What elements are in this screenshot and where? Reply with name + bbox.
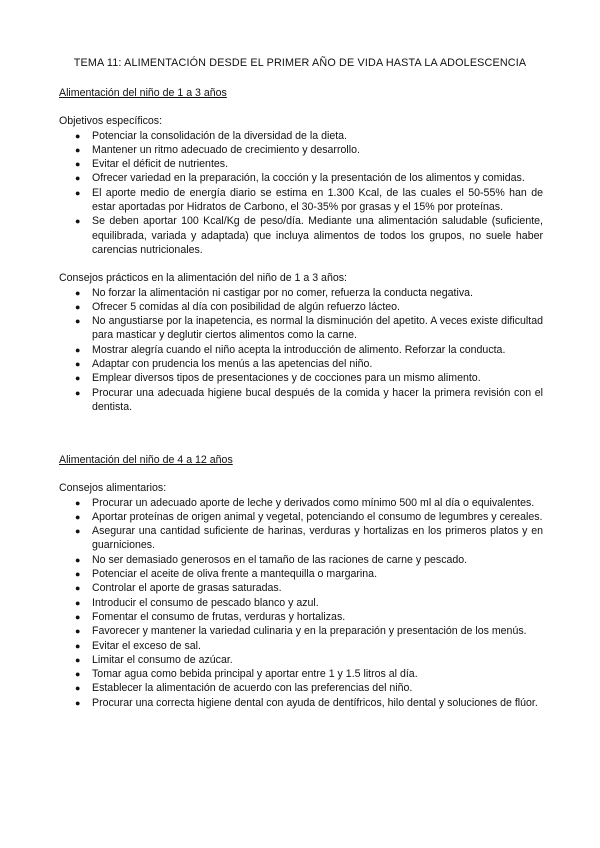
section-1 [59,86,543,414]
list-item: ● Emplear diversos tipos de presentaciones y de cocciones para un mismo alimento. [75,372,481,385]
dietary-advice-label: Consejos alimentarios: [59,482,167,495]
bullet-icon: ● [75,173,81,184]
list-item: ● El aporte medio de energía diario se estima en 1.300 Kcal, de las cuales el 50-55% han de estar aportadas por Hidratos de Carbono, el 30-35% por grasas y el 15% por proteínas. [75,186,543,214]
bullet-icon: ● [75,187,81,198]
bullet-icon: ● [75,640,81,651]
bullet-icon: ● [75,697,81,708]
list-item: ● Procurar una correcta higiene dental con ayuda de dentífricos, hilo dental y soluciones de flúor. [75,696,538,709]
bullet-icon: ● [75,359,81,370]
list-item: ● Procurar una adecuada higiene bucal después de la comida y hacer la primera revisión con el dentista. [75,386,543,413]
list-item: ● Procurar un adecuado aporte de leche y derivados como mínimo 500 ml al día o equivalentes. [75,496,535,509]
objectives-list [59,129,543,258]
bullet-icon: ● [75,130,81,141]
dietary-advice-list [59,496,543,710]
section-1-heading: Alimentación del niño de 1 a 3 años [59,87,227,99]
list-item: ● Adaptar con prudencia los menús a las apetencias del niño. [75,358,373,371]
bullet-icon: ● [75,569,81,580]
list-item: ● No angustiarse por la inapetencia, es normal la disminución del apetito. A veces existe dificultad para masticar y deglutir ciertos alimentos como la carne. [75,315,543,342]
list-item: ● Controlar el aporte de grasas saturadas. [75,582,282,595]
advice-list [59,286,543,415]
bullet-icon: ● [75,654,81,665]
bullet-icon: ● [75,583,81,594]
bullet-icon: ● [75,216,81,227]
bullet-icon: ● [75,683,81,694]
section-2 [59,453,543,710]
list-item: ● Evitar el exceso de sal. [75,639,201,652]
bullet-icon: ● [75,526,81,537]
bullet-icon: ● [75,497,81,508]
list-item: ● No ser demasiado generosos en el tamaño de las raciones de carne y pescado. [75,553,468,566]
list-item: ● Asegurar una cantidad suficiente de harinas, verduras y hortalizas en los primeros platos y en guarniciones. [75,525,543,552]
list-item: ● Aportar proteínas de origen animal y vegetal, potenciando el consumo de legumbres y cereales. [75,510,543,523]
list-item: ● Mantener un ritmo adecuado de crecimiento y desarrollo. [75,143,360,156]
bullet-icon: ● [75,287,81,298]
advice-label: Consejos prácticos en la alimentación del niño de 1 a 3 años: [59,272,347,285]
list-item: ● Limitar el consumo de azúcar. [75,653,233,666]
page-title: TEMA 11: ALIMENTACIÓN DESDE EL PRIMER AÑO DE VIDA HASTA LA ADOLESCENCIA [73,57,527,69]
bullet-icon: ● [75,316,81,327]
bullet-icon: ● [75,611,81,622]
list-item: ● Fomentar el consumo de frutas, verduras y hortalizas. [75,610,346,623]
bullet-icon: ● [75,144,81,155]
list-item: ● Introducir el consumo de pescado blanco y azul. [75,596,319,609]
bullet-icon: ● [75,554,81,565]
list-item: ● No forzar la alimentación ni castigar por no comer, refuerza la conducta negativa. [75,286,473,299]
section-2-heading: Alimentación del niño de 4 a 12 años [59,454,233,466]
list-item: ● Ofrecer 5 comidas al día con posibilidad de algún refuerzo lácteo. [75,300,400,313]
list-item: ● Potenciar la consolidación de la diversidad de la dieta. [75,129,348,142]
bullet-icon: ● [75,597,81,608]
list-item: ● Establecer la alimentación de acuerdo con las preferencias del niño. [75,682,413,695]
bullet-icon: ● [75,301,81,312]
list-item: ● Evitar el déficit de nutrientes. [75,158,229,171]
bullet-icon: ● [75,373,81,384]
list-item: ● Tomar agua como bebida principal y aportar entre 1 y 1.5 litros al día. [75,668,418,681]
bullet-icon: ● [75,511,81,522]
bullet-icon: ● [75,159,81,170]
list-item: ● Mostrar alegría cuando el niño acepta la introducción de alimento. Reforzar la conducta. [75,343,506,356]
bullet-icon: ● [75,626,81,637]
bullet-icon: ● [75,344,81,355]
list-item: ● Se deben aportar 100 Kcal/Kg de peso/día. Mediante una alimentación saludable (suficiente, equilibrada, variada y adaptada) que incluya alimentos de todos los grupos, no suele haber carencias nutricionales. [75,215,543,256]
objectives-label: Objetivos específicos: [59,115,163,128]
list-item: ● Favorecer y mantener la variedad culinaria y en la preparación y presentación de los menús. [75,625,527,638]
list-item: ● Potenciar el aceite de oliva frente a mantequilla o margarina. [75,568,378,581]
list-item: ● Ofrecer variedad en la preparación, la cocción y la presentación de los alimentos y comidas. [75,172,525,185]
bullet-icon: ● [75,669,81,680]
bullet-icon: ● [75,387,81,398]
